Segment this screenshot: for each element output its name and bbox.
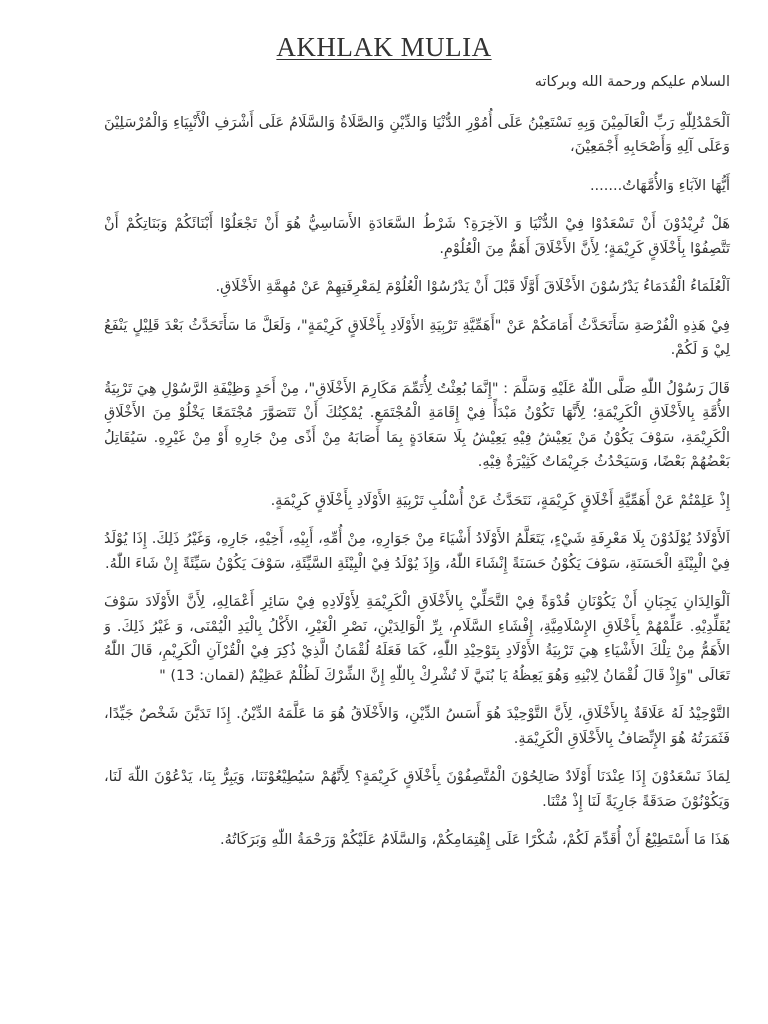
body-paragraph: فِيْ هَذِهِ الْفُرْصَةِ سَأَتَحَدَّثُ أَمَامَكُمْ عَنْ "أَهَمِّيَّةِ تَرْبِيَةِ الأَوْلَادِ بِأَخْلَاقٍ كَرِيْمَةٍ"، وَلَعَلَّ مَا سَأَتَحَدَّثُ بَعْدَ قَلِيْلٍ يَنْفَعُ لِيْ وَ لَكُمْ. [104, 317, 730, 358]
closing-paragraph: هَذَا مَا أَسْتَطِيْعُ أَنْ أُقَدِّمَ لَكُمْ، شُكْرًا عَلَى إِهْتِمَامِكُمْ، وَالسَّلَامُ عَلَيْكُمْ وَرَحْمَةُ اللّٰهِ وَبَرَكَاتُهُ. [219, 832, 730, 848]
body-paragraph: اَلْعُلَمَاءُ الْقُدَمَاءُ يَدْرُسُوْنَ الأَخْلَاقَ أَوَّلًا قَبْلَ أَنْ يَدْرُسُوْا الْعُلُوْمَ لِمَعْرِفَتِهِمْ عَنْ مُهِمَّةِ الأَخْلَاقِ. [215, 279, 730, 295]
document-body [104, 70, 730, 867]
body-paragraph: اَلأَوْلَادُ يُوْلَدُوْنَ بِلَا مَعْرِفَةِ شَيْءٍ، يَتَعَلَّمُ الأَوْلَادُ أَشْيَاءَ مِنْ جَوَارِهِ، مِنْ أُمِّهِ، أَبِيْهِ، أَخِيْهِ، جَارِهِ، وَغَيْرُ ذَلِكَ. إِذَا يُوْلَدُ فِيْ الْبِيْئَةِ الْحَسَنَةِ، سَوْفَ يَكُوْنُ حَسَنَةً إِنْشَاءَ اللّٰهُ، وَإِذَ يُوْلَدُ فِيْ الْبِيْئَةِ السَّيِّئَةِ، سَوْفَ يَكُوْنُ سَيِّئَةً إِنْ شَاءَ اللّٰهُ. [104, 531, 730, 572]
body-paragraph: إِذْ عَلِمْتُمْ عَنْ أَهَمِّيَّةِ أَخْلَاقٍ كَرِيْمَةٍ، نَتَحَدَّثُ عَنْ أُسْلُبِ تَرْبِيَةِ الأَوْلَادِ بِأَخْلَاقٍ كَرِيْمَةٍ. [270, 492, 730, 509]
greeting-paragraph: السلام عليكم ورحمة الله وبركاته [534, 74, 730, 90]
body-paragraph: قَالَ رَسُوْلُ اللّٰهِ صَلَّى اللّٰهُ عَلَيْهِ وَسَلَّمَ : "إِنَّمَا بُعِثْتُ لِأُتَمِّمَ مَكَارِمَ الأَخْلَاقِ"، مِنْ أَحَدٍ وَظِيْفَةِ الرَّسُوْلِ هِيَ تَرْبِيَةُ الأُمَّةِ بِالأَخْلَاقِ الْكَرِيْمَةِ؛ لِأَنَّهَا تَكُوْنُ مَبْدَأً فِيْ إِقَامَةِ الْمُجْتَمَعِ. يُمْكِنُكَ أَنْ تَتَصَوَّرَ مُجْتَمَعًا يَخْلُوْ مِنَ الأَخْلَاقِ الْكَرِيْمَةِ، سَوْفَ يَكُوْنُ مَنْ يَعِيْشُ فِيْهِ يَعِيْشُ بِلَا سَعَادَةٍ بِمَا أَصَابَهُ مِنْ أَذًى مِنْ جَارِهِ أَوْ مِنْ غَيْرِهِ. سَيُقَاتِلُ بَعْضُهُمْ بَعْضًا، وَسَيَحْدُثُ جَرِيْمَاتٌ كَثِيْرَةٌ فِيْهِ. [104, 380, 730, 470]
body-paragraph: التَّوْحِيْدُ لَهُ عَلَاقَةٌ بِالأَخْلَاقِ، لِأَنَّ التَّوْحِيْدَ هُوَ أَسَسُ الدِّيْنِ، وَالأَخْلَاقُ هُوَ مَا عَلَّمَهُ الدِّيْنُ. إِذَا تَدَيَّنَ شَخْصٌ جَيِّدًا، فَثَمَرَتُهُ هُوَ الإِتِّصَافُ بِالأَخْلَاقِ الْكَرِيْمَةِ. [104, 706, 730, 747]
opening-praise-paragraph: اَلْحَمْدُلِلّٰهِ رَبِّ الْعَالَمِيْنَ وَبِهِ نَسْتَعِيْنُ عَلَى أُمُوْرِ الدُّنْيَا وَالدِّيْنِ وَالصَّلَاةُ وَالسَّلَامُ عَلَى أَشْرَفِ الْأَنْبِيَاءِ وَالْمُرْسَلِيْنَ وَعَلَى آلِهِ وَأَصْحَابِهِ أَجْمَعِيْنَ، [104, 114, 730, 155]
body-paragraph: هَلْ تُرِيْدُوْنَ أَنْ تَسْعَدُوْا فِيْ الدُّنْيَا وَ الآخِرَةِ؟ شَرْطُ السَّعَادَةِ الأَسَاسِيُّ هُوَ أَنْ تَجْعَلُوْا أَبْنَائَكُمْ وَبَنَاتِكُمْ أَنْ تَتَّصِفُوْا بِأَخْلَاقٍ كَرِيْمَةٍ؛ لِأَنَّ الأَخْلَاقَ أَهَمُّ مِنَ الْعُلُوْمِ. [104, 216, 730, 257]
document-title [0, 30, 768, 64]
body-paragraph: اَلْوَالِدَانِ يَجِبَانِ أَنْ يَكُوْنَانِ قُدْوَةً فِيْ التَّحَلِّيْ بِالأَخْلَاقِ الْكَرِيْمَةِ لِأَوْلَادِهِ فِيْ سَائِرِ أَعْمَالِهِ، لِأَنَّ الأَوْلَادَ سَوْفَ يُقَلِّدِيْهِ. عَلِّمْهُمْ بِأَخْلَاقِ الإِسْلَامِيَّةِ، إِفْشَاءِ السَّلَامِ، بِرِّ الْوَالِدَيْنِ، نَصْرِ الْغَيْرِ، الأَكْلُ بِالْيَدِ الْيُمْنَى، وَ غَيْرُ ذَلِكَ. وَ الأَهَمُّ مِنْ تِلْكَ الأَشْيَاءِ هِيَ تَرْبِيَةُ الأَوْلَادِ بِتَوْحِيْدِ اللّٰهِ، كَمَا فَعَلَهُ لُقْمَانُ الَّذِيْ ذُكِرَ فِيْ الْقُرْآنِ الْكَرِيْمِ، قَالَ اللّٰهُ تَعَالَى "وَإِذْ قَالَ لُقْمَانُ لِابْنِهِ وَهُوَ يَعِظُهُ يَا بُنَيَّ لَا تُشْرِكْ بِاللّٰهِ إِنَّ الشِّرْكَ لَظُلْمٌ عَظِيْمٌ (لقمان: 13) " [104, 594, 730, 684]
body-paragraph: لِمَاذَ نَسْعَدُوْنَ إِذَا عِنْدَنَا أَوْلَادٌ صَالِحُوْنَ الْمُتَّصِفُوْنَ بِأَخْلَاقٍ كَرِيْمَةٍ؟ لِأَنَّهُمْ سَيُطِيْعُوْنَنَا، وَيَبِرُّ بِنَا، يَدْعُوْنَ اللّٰهَ لَنَا، وَيَكُوْنُوْنَ صَدَقَةً جَارِيَةً لَنَا إِذْ مُتْنَا. [104, 769, 730, 810]
address-paragraph: أَيُّهَا الآبَاءِ وَالأُمَّهَاتُ....... [589, 177, 730, 194]
document-title-text: AKHLAK MULIA [276, 32, 492, 62]
